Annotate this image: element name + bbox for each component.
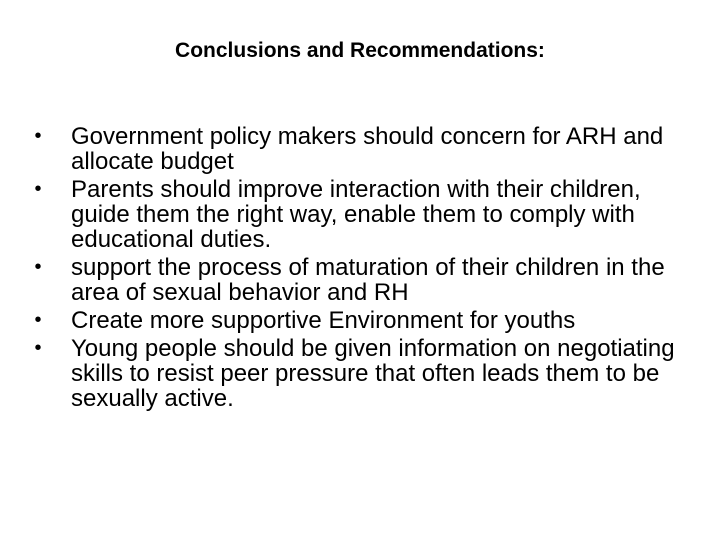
bullet-item <box>28 255 698 305</box>
bullet-dot-icon: • <box>34 337 42 359</box>
bullet-text: support the process of maturation of their children in the area of sexual behavior and RH <box>71 254 665 306</box>
bullet-list <box>28 124 698 414</box>
slide-title: Conclusions and Recommendations: <box>175 39 545 62</box>
bullet-dot-icon: • <box>34 125 42 147</box>
bullet-text: Parents should improve interaction with their children, guide them the right way, enable them to comply with educational duties. <box>71 176 641 253</box>
bullet-item <box>28 308 698 333</box>
bullet-dot-icon: • <box>34 256 42 278</box>
bullet-text: Create more supportive Environment for youths <box>71 307 576 334</box>
bullet-item <box>28 124 698 174</box>
bullet-text: Government policy makers should concern for ARH and allocate budget <box>71 123 664 175</box>
bullet-item <box>28 336 698 411</box>
bullet-dot-icon: • <box>34 309 42 331</box>
bullet-item <box>28 177 698 252</box>
bullet-dot-icon: • <box>34 178 42 200</box>
bullet-text: Young people should be given information on negotiating skills to resist peer pressure that often leads them to be sexually active. <box>71 335 675 412</box>
